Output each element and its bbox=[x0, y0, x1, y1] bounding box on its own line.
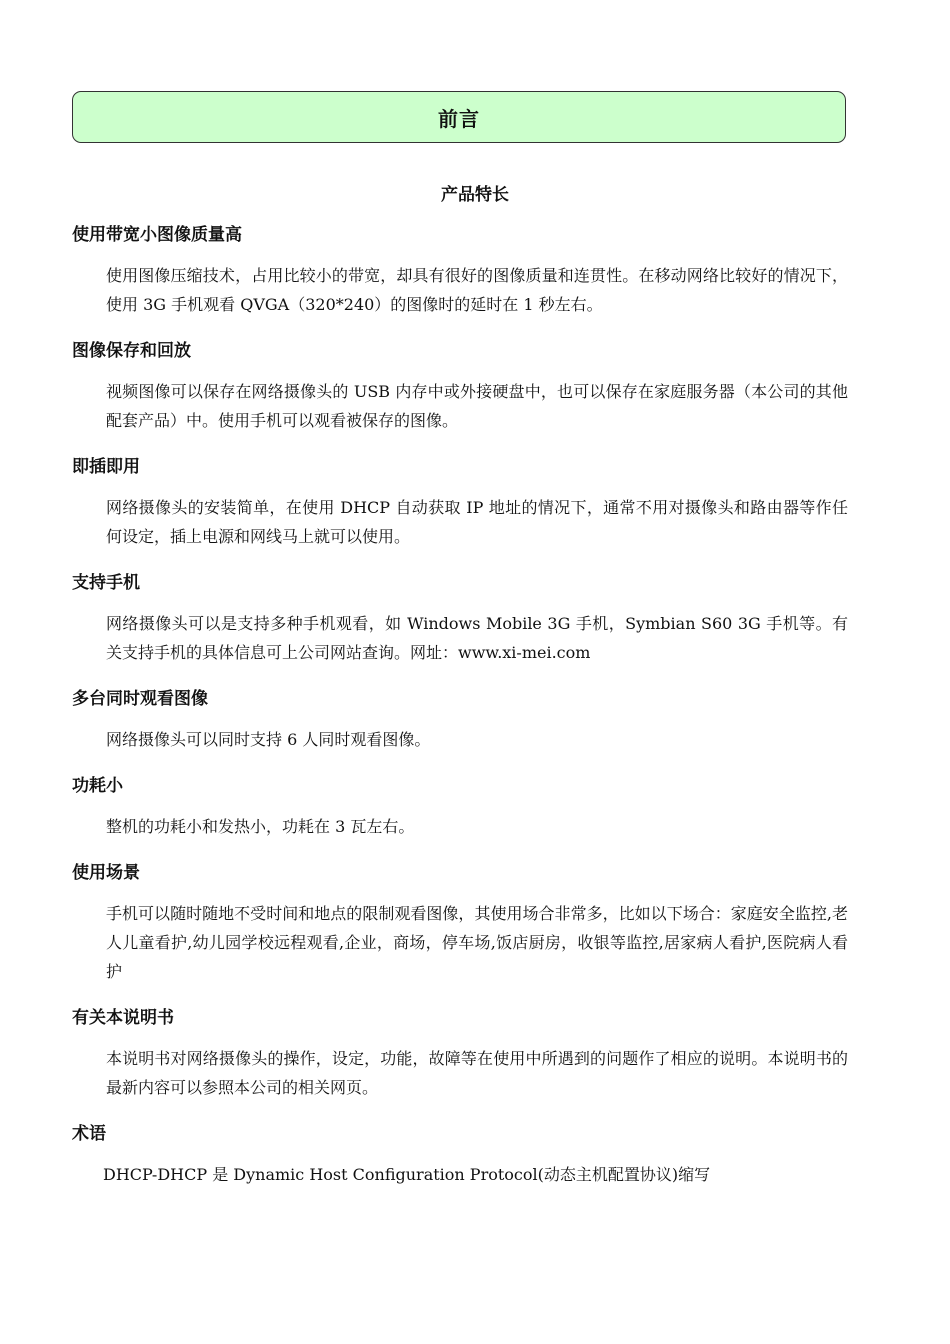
feature-list bbox=[72, 222, 848, 1208]
feature-use-cases bbox=[72, 860, 848, 986]
feature-plug-and-play bbox=[72, 454, 848, 551]
feature-heading: 使用场景 bbox=[72, 863, 140, 883]
feature-heading: 多台同时观看图像 bbox=[72, 689, 208, 709]
feature-heading: 支持手机 bbox=[72, 573, 140, 593]
feature-text: 网络摄像头可以是支持多种手机观看，如 Windows Mobile 3G 手机，Symbian S60 3G 手机等。有关支持手机的具体信息可上公司网站查询。网址：www.xi-mei.com bbox=[106, 614, 848, 662]
feature-text: 网络摄像头的安装简单，在使用 DHCP 自动获取 IP 地址的情况下，通常不用对摄像头和路由器等作任何设定，插上电源和网线马上就可以使用。 bbox=[106, 498, 848, 546]
feature-terminology bbox=[72, 1121, 848, 1189]
feature-heading: 图像保存和回放 bbox=[72, 341, 191, 361]
feature-text: 手机可以随时随地不受时间和地点的限制观看图像，其使用场合非常多，比如以下场合：家庭安全监控,老人儿童看护,幼儿园学校远程观看,企业，商场，停车场,饭店厨房，收银等监控,居家病人看护,医院病人看护 bbox=[106, 904, 848, 981]
feature-text: DHCP-DHCP 是 Dynamic Host Configuration Protocol(动态主机配置协议)缩写 bbox=[103, 1165, 711, 1184]
feature-storage bbox=[72, 338, 848, 435]
feature-mobile-support bbox=[72, 570, 848, 667]
feature-heading: 使用带宽小图像质量高 bbox=[72, 225, 242, 245]
preface-banner bbox=[72, 91, 846, 143]
feature-about-manual bbox=[72, 1005, 848, 1102]
feature-heading: 术语 bbox=[72, 1124, 106, 1144]
feature-multi-view bbox=[72, 686, 848, 754]
feature-low-power bbox=[72, 773, 848, 841]
feature-text: 整机的功耗小和发热小，功耗在 3 瓦左右。 bbox=[106, 817, 415, 836]
feature-bandwidth bbox=[72, 222, 848, 319]
feature-text: 本说明书对网络摄像头的操作，设定，功能，故障等在使用中所遇到的问题作了相应的说明。本说明书的最新内容可以参照本公司的相关网页。 bbox=[106, 1049, 848, 1097]
feature-heading: 即插即用 bbox=[72, 457, 140, 477]
preface-title: 前言 bbox=[438, 106, 480, 131]
feature-text: 视频图像可以保存在网络摄像头的 USB 内存中或外接硬盘中，也可以保存在家庭服务器（本公司的其他配套产品）中。使用手机可以观看被保存的图像。 bbox=[106, 382, 848, 430]
feature-text: 使用图像压缩技术，占用比较小的带宽，却具有很好的图像质量和连贯性。在移动网络比较好的情况下，使用 3G 手机观看 QVGA（320*240）的图像时的延时在 1 秒左右。 bbox=[106, 266, 848, 314]
feature-heading: 有关本说明书 bbox=[72, 1008, 174, 1028]
section-title: 产品特长 bbox=[441, 185, 509, 205]
feature-heading: 功耗小 bbox=[72, 776, 123, 796]
feature-text: 网络摄像头可以同时支持 6 人同时观看图像。 bbox=[106, 730, 431, 749]
